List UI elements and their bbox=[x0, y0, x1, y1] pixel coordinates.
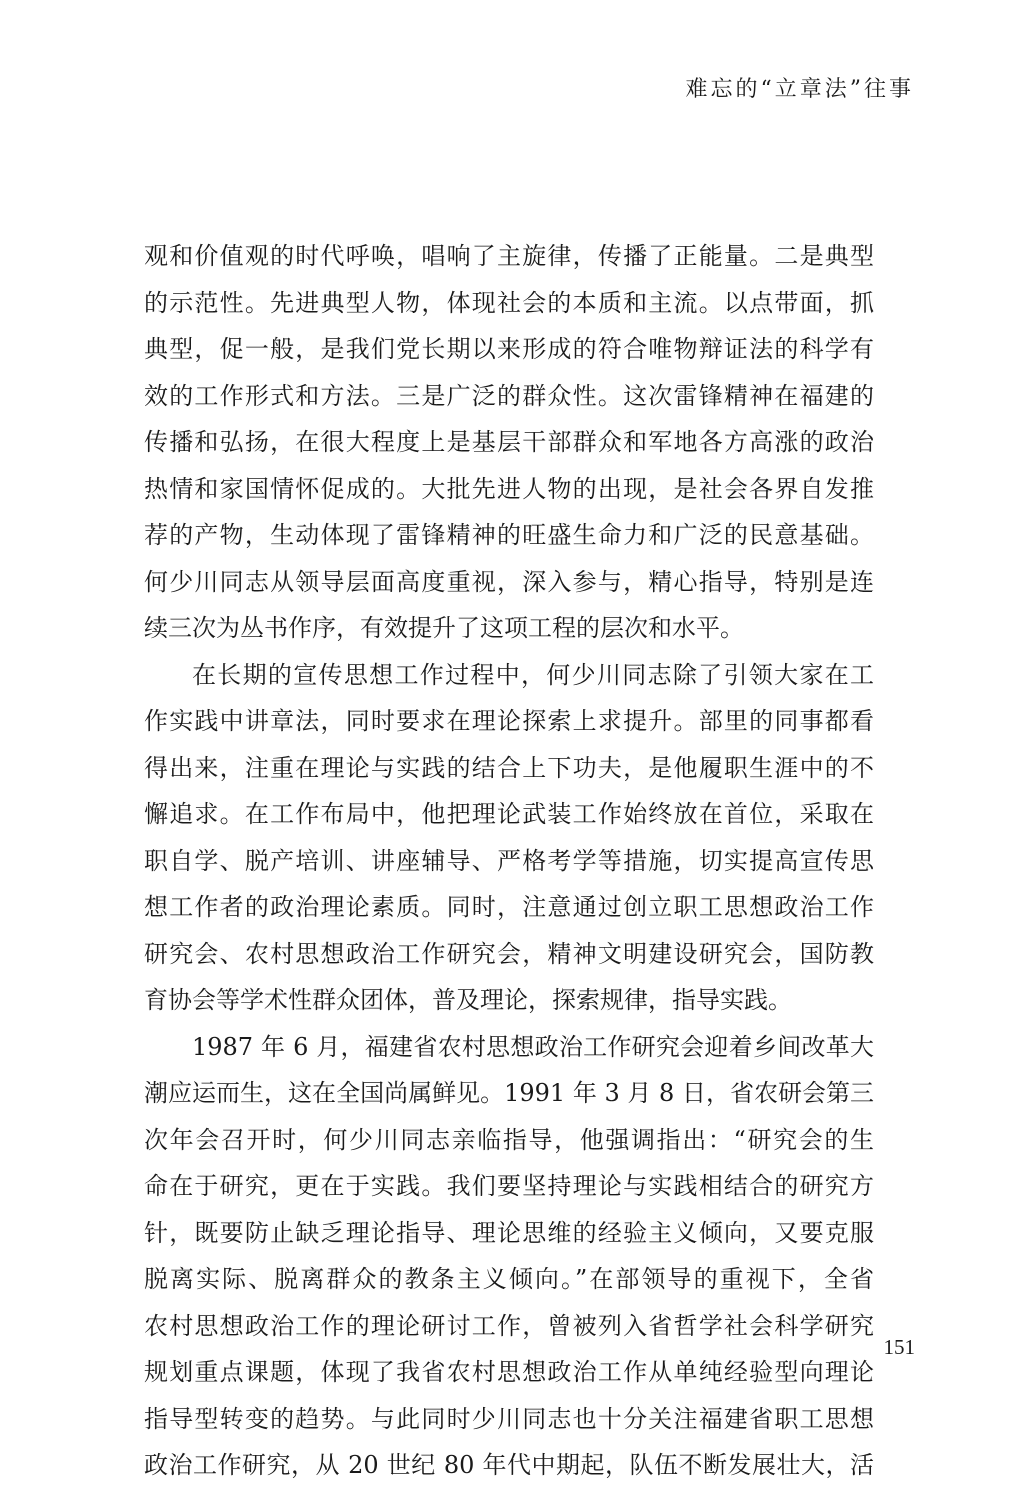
paragraph bbox=[144, 1024, 874, 1489]
text-line: 典型，促一般，是我们党长期以来形成的符合唯物辩证法的科学有 bbox=[144, 335, 874, 363]
text-line: 研究会、农村思想政治工作研究会，精神文明建设研究会，国防教 bbox=[144, 939, 874, 968]
text-line: 命在于研究，更在于实践。我们要坚持理论与实践相结合的研究方 bbox=[144, 1172, 874, 1200]
text-line: 续三次为丛书作序，有效提升了这项工程的层次和水平。 bbox=[144, 614, 744, 642]
text-line: 政治工作研究，从 20 世纪 80 年代中期起，队伍不断发展壮大，活 bbox=[144, 1451, 874, 1479]
text-line: 农村思想政治工作的理论研讨工作，曾被列入省哲学社会科学研究 bbox=[144, 1311, 874, 1340]
text-line: 育协会等学术性群众团体，普及理论，探索规律，指导实践。 bbox=[144, 986, 792, 1014]
text-line: 何少川同志从领导层面高度重视，深入参与，精心指导，特别是连 bbox=[144, 567, 874, 596]
text-line: 职自学、脱产培训、讲座辅导、严格考学等措施，切实提高宣传思 bbox=[144, 846, 874, 875]
text-line: 针，既要防止缺乏理论指导、理论思维的经验主义倾向，又要克服 bbox=[144, 1218, 874, 1247]
text-line: 次年会召开时，何少川同志亲临指导，他强调指出：“研究会的生 bbox=[144, 1125, 874, 1154]
paragraph bbox=[144, 652, 874, 1024]
text-line: 脱离实际、脱离群众的教条主义倾向。”在部领导的重视下，全省 bbox=[144, 1265, 874, 1293]
text-line: 作实践中讲章法，同时要求在理论探索上求提升。部里的同事都看 bbox=[144, 707, 874, 735]
text-line: 潮应运而生，这在全国尚属鲜见。1991 年 3 月 8 日，省农研会第三 bbox=[144, 1079, 874, 1107]
text-line: 热情和家国情怀促成的。大批先进人物的出现，是社会各界自发推 bbox=[144, 474, 874, 503]
text-line: 1987 年 6 月，福建省农村思想政治工作研究会迎着乡间改革大 bbox=[192, 1032, 874, 1061]
text-line: 懈追求。在工作布局中，他把理论武装工作始终放在首位，采取在 bbox=[144, 800, 874, 828]
text-line: 传播和弘扬，在很大程度上是基层干部群众和军地各方高涨的政治 bbox=[144, 428, 874, 456]
text-line: 指导型转变的趋势。与此同时少川同志也十分关注福建省职工思想 bbox=[144, 1404, 874, 1433]
text-line: 在长期的宣传思想工作过程中，何少川同志除了引领大家在工 bbox=[192, 660, 874, 689]
text-line: 观和价值观的时代呼唤，唱响了主旋律，传播了正能量。二是典型 bbox=[144, 242, 874, 270]
text-line: 荐的产物，生动体现了雷锋精神的旺盛生命力和广泛的民意基础。 bbox=[144, 521, 874, 549]
text-line: 规划重点课题，体现了我省农村思想政治工作从单纯经验型向理论 bbox=[144, 1358, 874, 1386]
running-header: 难忘的“立章法”往事 bbox=[685, 77, 914, 102]
text-line: 想工作者的政治理论素质。同时，注意通过创立职工思想政治工作 bbox=[144, 893, 874, 921]
text-line: 的示范性。先进典型人物，体现社会的本质和主流。以点带面，抓 bbox=[144, 288, 874, 317]
text-line: 效的工作形式和方法。三是广泛的群众性。这次雷锋精神在福建的 bbox=[144, 381, 874, 410]
page-number: 151 bbox=[883, 1335, 915, 1359]
text-line: 得出来，注重在理论与实践的结合上下功夫，是他履职生涯中的不 bbox=[144, 753, 874, 782]
page-body bbox=[144, 233, 874, 1489]
paragraph bbox=[144, 233, 874, 652]
